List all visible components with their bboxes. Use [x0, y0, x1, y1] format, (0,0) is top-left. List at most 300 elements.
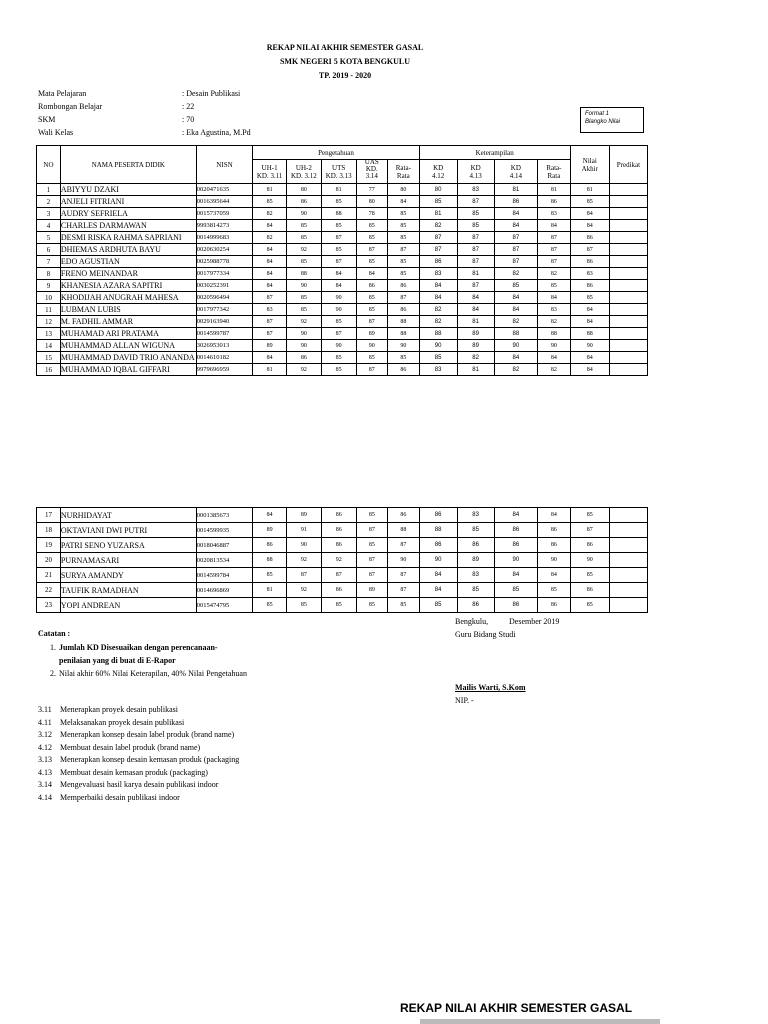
pengetahuan-score: 85 — [388, 268, 420, 280]
final-score: 85 — [570, 598, 609, 613]
col-no-header: NO — [37, 146, 61, 184]
predikat — [609, 364, 647, 376]
keterampilan-score: 89 — [457, 340, 494, 352]
keterampilan-score: 84 — [419, 583, 457, 598]
kd412-header — [419, 160, 457, 184]
table-row — [37, 364, 648, 376]
table-row — [37, 304, 648, 316]
pengetahuan-score: 86 — [356, 280, 388, 292]
table-row — [37, 598, 648, 613]
pengetahuan-score: 80 — [356, 196, 388, 208]
keterampilan-score: 83 — [419, 364, 457, 376]
note-number: 1. — [50, 643, 56, 652]
header-line: Rata- — [546, 163, 562, 172]
row-number: 13 — [37, 328, 61, 340]
predikat — [609, 553, 647, 568]
student-nisn: 0020596494 — [196, 292, 253, 304]
predikat — [609, 292, 647, 304]
keterampilan-score: 87 — [494, 256, 537, 268]
predikat — [609, 220, 647, 232]
table-row — [37, 340, 648, 352]
final-score: 84 — [570, 364, 609, 376]
pengetahuan-score: 92 — [287, 553, 322, 568]
keterampilan-score: 86 — [419, 508, 457, 523]
kd-description: Membuat desain kemasan produk (packaging) — [60, 767, 208, 777]
pengetahuan-score: 90 — [286, 208, 321, 220]
final-score: 87 — [570, 244, 609, 256]
student-name: YOPI ANDREAN — [60, 598, 196, 613]
predikat — [609, 244, 647, 256]
pengetahuan-score: 87 — [388, 583, 420, 598]
school-year: TP. 2019 - 2020 — [318, 71, 372, 80]
uh2-header — [286, 160, 321, 184]
keterampilan-score: 84 — [457, 292, 494, 304]
keterampilan-score: 82 — [494, 268, 537, 280]
header-line: KD. 3.11 — [256, 171, 283, 180]
kd-code: 4.14 — [38, 792, 52, 802]
pengetahuan-score: 87 — [388, 244, 420, 256]
final-score: 86 — [570, 538, 609, 553]
student-name: NURHIDAYAT — [60, 508, 196, 523]
final-score: 84 — [570, 304, 609, 316]
pengetahuan-score: 85 — [321, 598, 356, 613]
keterampilan-score: 86 — [494, 196, 537, 208]
grades-table-continued — [36, 507, 648, 613]
student-nisn: 0018046887 — [196, 538, 253, 553]
pengetahuan-score: 90 — [321, 340, 356, 352]
keterampilan-score: 84 — [419, 292, 457, 304]
table-row — [37, 196, 648, 208]
pengetahuan-score: 85 — [356, 220, 388, 232]
keterampilan-score: 84 — [538, 508, 571, 523]
keterampilan-score: 81 — [419, 208, 457, 220]
pengetahuan-score: 89 — [287, 508, 322, 523]
pengetahuan-score: 87 — [253, 328, 287, 340]
pengetahuan-score: 84 — [356, 268, 388, 280]
pengetahuan-score: 85 — [356, 538, 388, 553]
pengetahuan-score: 87 — [321, 568, 356, 583]
keterampilan-score: 87 — [419, 244, 457, 256]
row-number: 11 — [37, 304, 61, 316]
k-avg-header — [538, 160, 571, 184]
student-nisn: 0020630254 — [196, 244, 253, 256]
pengetahuan-score: 84 — [253, 508, 287, 523]
final-score: 84 — [570, 352, 609, 364]
school-name: SMK NEGERI 5 KOTA BENGKULU — [279, 57, 411, 66]
pengetahuan-score: 82 — [253, 208, 287, 220]
pengetahuan-score: 85 — [253, 568, 287, 583]
keterampilan-score: 85 — [538, 583, 571, 598]
final-score: 86 — [570, 280, 609, 292]
student-name: TAUFIK RAMADHAN — [60, 583, 196, 598]
keterampilan-score: 86 — [494, 523, 537, 538]
keterampilan-score: 88 — [494, 328, 537, 340]
keterampilan-score: 87 — [457, 244, 494, 256]
row-number: 23 — [37, 598, 61, 613]
pengetahuan-score: 84 — [388, 196, 420, 208]
pengetahuan-score: 92 — [286, 364, 321, 376]
kd-description: Melaksanakan proyek desain publikasi — [60, 717, 185, 727]
next-page-subtitle-cutoff — [420, 1019, 660, 1024]
pengetahuan-score: 87 — [356, 316, 388, 328]
pengetahuan-score: 85 — [286, 304, 321, 316]
table-row — [37, 280, 648, 292]
next-page-title: REKAP NILAI AKHIR SEMESTER GASAL — [400, 1001, 633, 1015]
keterampilan-score: 86 — [419, 256, 457, 268]
row-number: 7 — [37, 256, 61, 268]
header-line: 4.14 — [509, 171, 522, 180]
final-score: 85 — [570, 568, 609, 583]
pengetahuan-score: 87 — [253, 316, 287, 328]
pengetahuan-score: 78 — [356, 208, 388, 220]
keterampilan-score: 90 — [494, 340, 537, 352]
keterampilan-score: 84 — [494, 304, 537, 316]
pengetahuan-score: 85 — [321, 352, 356, 364]
kd-code: 3.14 — [38, 780, 52, 789]
header-line: KD — [433, 163, 444, 172]
pengetahuan-score: 85 — [356, 508, 388, 523]
header-line: Rata — [396, 171, 410, 180]
pengetahuan-score: 85 — [356, 256, 388, 268]
row-number: 8 — [37, 268, 61, 280]
predikat — [609, 568, 647, 583]
predikat — [609, 280, 647, 292]
final-score: 85 — [570, 196, 609, 208]
keterampilan-score: 86 — [538, 538, 571, 553]
keterampilan-score: 84 — [419, 280, 457, 292]
student-name: MUHAMMAD ALLAN WIGUNA — [60, 340, 196, 352]
pengetahuan-score: 85 — [388, 352, 420, 364]
final-score: 85 — [570, 292, 609, 304]
final-score: 86 — [570, 256, 609, 268]
header-line: KD. 3.13 — [325, 171, 352, 180]
keterampilan-score: 82 — [494, 364, 537, 376]
final-score: 84 — [570, 316, 609, 328]
note-line: Jumlah KD Disesuaikan dengan perencanaan- — [59, 643, 218, 652]
pengetahuan-score: 81 — [321, 184, 356, 196]
keterampilan-score: 88 — [419, 523, 457, 538]
student-name: DHIEMAS ARDHUTA BAYU — [60, 244, 196, 256]
pengetahuan-score: 85 — [286, 256, 321, 268]
note-line: penilaian yang di buat di E-Rapor — [59, 656, 176, 665]
student-nisn: 0020813534 — [196, 553, 253, 568]
predikat — [609, 232, 647, 244]
keterampilan-score: 87 — [494, 232, 537, 244]
keterampilan-score: 84 — [494, 208, 537, 220]
pengetahuan-score: 85 — [287, 598, 322, 613]
kd-code: 3.11 — [38, 705, 52, 714]
table-row — [37, 244, 648, 256]
keterampilan-score: 85 — [538, 280, 571, 292]
pengetahuan-score: 87 — [321, 328, 356, 340]
keterampilan-score: 84 — [538, 292, 571, 304]
pengetahuan-score: 77 — [356, 184, 388, 196]
pengetahuan-score: 85 — [321, 220, 356, 232]
student-name: KHANESIA AZARA SAPITRI — [60, 280, 196, 292]
keterampilan-score: 90 — [494, 553, 537, 568]
row-number: 4 — [37, 220, 61, 232]
table-row — [37, 508, 648, 523]
meta-label: Wali Kelas — [38, 128, 74, 137]
signature-role: Guru Bidang Studi — [455, 630, 516, 639]
keterampilan-score: 83 — [419, 268, 457, 280]
pengetahuan-score: 85 — [321, 316, 356, 328]
uts-header — [321, 160, 356, 184]
row-number: 19 — [37, 538, 61, 553]
nilai-akhir-line: Nilai — [582, 156, 597, 165]
header-line: 4.12 — [432, 171, 445, 180]
header-line: 3.14 — [365, 172, 378, 180]
keterampilan-score: 81 — [457, 268, 494, 280]
pengetahuan-score: 83 — [253, 304, 287, 316]
pengetahuan-score: 86 — [321, 583, 356, 598]
pengetahuan-score: 89 — [253, 523, 287, 538]
student-nisn: 0025988778 — [196, 256, 253, 268]
pengetahuan-score: 90 — [286, 328, 321, 340]
keterampilan-score: 90 — [538, 340, 571, 352]
table-row — [37, 352, 648, 364]
header-line: UAS — [364, 159, 379, 166]
header-line: KD. 3.12 — [290, 171, 317, 180]
format-line: Blangko Nilai — [585, 119, 621, 125]
pengetahuan-score: 85 — [356, 352, 388, 364]
student-nisn: 0017977342 — [196, 304, 253, 316]
keterampilan-score: 81 — [457, 316, 494, 328]
pengetahuan-score: 87 — [321, 232, 356, 244]
pengetahuan-score: 86 — [388, 304, 420, 316]
predikat — [609, 184, 647, 196]
student-name: FRENO MEINANDAR — [60, 268, 196, 280]
note-line: Nilai akhir 60% Nilai Keterapilan, 40% Nilai Pengetahuan — [59, 669, 247, 678]
student-name: SURYA AMANDY — [60, 568, 196, 583]
keterampilan-score: 82 — [494, 316, 537, 328]
pengetahuan-score: 90 — [388, 340, 420, 352]
row-number: 6 — [37, 244, 61, 256]
uas-header — [356, 160, 388, 184]
pengetahuan-score: 87 — [356, 553, 388, 568]
pengetahuan-score: 85 — [253, 598, 287, 613]
keterampilan-score: 83 — [457, 568, 494, 583]
pengetahuan-score: 85 — [356, 232, 388, 244]
keterampilan-score: 86 — [494, 598, 537, 613]
keterampilan-score: 84 — [494, 292, 537, 304]
keterampilan-score: 86 — [538, 598, 571, 613]
row-number: 12 — [37, 316, 61, 328]
table-row — [37, 523, 648, 538]
keterampilan-score: 86 — [419, 538, 457, 553]
signature-place: Bengkulu, — [455, 617, 489, 626]
student-nisn: 0017977334 — [196, 268, 253, 280]
pengetahuan-score: 89 — [356, 583, 388, 598]
signature-name: Mailis Warti, S.Kom — [455, 683, 526, 692]
keterampilan-score: 90 — [419, 340, 457, 352]
pengetahuan-score: 85 — [321, 196, 356, 208]
pengetahuan-score: 87 — [356, 364, 388, 376]
pengetahuan-score: 86 — [253, 538, 287, 553]
predikat — [609, 583, 647, 598]
student-name: KHODIJAH ANUGRAH MAHESA — [60, 292, 196, 304]
pengetahuan-score: 85 — [253, 196, 287, 208]
student-nisn: 0001385673 — [196, 508, 253, 523]
pengetahuan-score: 87 — [388, 292, 420, 304]
student-nisn: 0014599787 — [196, 328, 253, 340]
keterampilan-score: 83 — [538, 208, 571, 220]
table-row — [37, 256, 648, 268]
final-score: 84 — [570, 208, 609, 220]
pengetahuan-score: 88 — [286, 268, 321, 280]
pengetahuan-score: 86 — [286, 352, 321, 364]
pengetahuan-score: 90 — [356, 340, 388, 352]
kd-description: Menerapkan konsep desain kemasan produk (packaging — [60, 755, 240, 764]
final-score: 87 — [570, 523, 609, 538]
student-nisn: 0029163940 — [196, 316, 253, 328]
final-score: 83 — [570, 268, 609, 280]
row-number: 18 — [37, 523, 61, 538]
pengetahuan-score: 87 — [287, 568, 322, 583]
header-line: KD — [470, 163, 481, 172]
pengetahuan-score: 85 — [356, 292, 388, 304]
student-nisn: 0020471635 — [196, 184, 253, 196]
final-score: 86 — [570, 232, 609, 244]
pengetahuan-score: 84 — [253, 352, 287, 364]
student-nisn: 0015737059 — [196, 208, 253, 220]
row-number: 16 — [37, 364, 61, 376]
final-score: 90 — [570, 553, 609, 568]
pengetahuan-score: 84 — [253, 280, 287, 292]
pengetahuan-score: 92 — [286, 244, 321, 256]
meta-value: : Desain Publikasi — [182, 89, 241, 98]
keterampilan-score: 85 — [494, 280, 537, 292]
predikat — [609, 598, 647, 613]
pengetahuan-score: 85 — [388, 232, 420, 244]
table-row — [37, 553, 648, 568]
pengetahuan-score: 84 — [321, 268, 356, 280]
pengetahuan-score: 84 — [321, 280, 356, 292]
table-row — [37, 232, 648, 244]
pengetahuan-score: 84 — [253, 256, 287, 268]
student-nisn: 0014599784 — [196, 568, 253, 583]
pengetahuan-score: 90 — [321, 304, 356, 316]
keterampilan-score: 88 — [538, 328, 571, 340]
predikat — [609, 316, 647, 328]
keterampilan-score: 82 — [538, 364, 571, 376]
keterampilan-header: Keterampilan — [419, 146, 570, 160]
pengetahuan-score: 89 — [356, 328, 388, 340]
row-number: 3 — [37, 208, 61, 220]
table-row — [37, 328, 648, 340]
keterampilan-score: 84 — [538, 220, 571, 232]
keterampilan-score: 87 — [538, 256, 571, 268]
predikat — [609, 352, 647, 364]
meta-label: Rombongan Belajar — [38, 102, 103, 111]
meta-label: SKM — [38, 115, 56, 124]
pengetahuan-score: 81 — [253, 364, 287, 376]
kd-code: 4.12 — [38, 742, 52, 752]
pengetahuan-score: 86 — [388, 280, 420, 292]
keterampilan-score: 89 — [457, 328, 494, 340]
pengetahuan-score: 85 — [388, 598, 420, 613]
keterampilan-score: 86 — [538, 523, 571, 538]
keterampilan-score: 88 — [419, 328, 457, 340]
keterampilan-score: 86 — [538, 196, 571, 208]
keterampilan-score: 85 — [457, 523, 494, 538]
nilai-akhir-line: Akhir — [581, 164, 598, 173]
student-nisn: 9993814273 — [196, 220, 253, 232]
pengetahuan-score: 87 — [253, 292, 287, 304]
student-name: OKTAVIANI DWI PUTRI — [60, 523, 196, 538]
pengetahuan-score: 88 — [388, 328, 420, 340]
keterampilan-score: 82 — [419, 220, 457, 232]
pengetahuan-score: 91 — [287, 523, 322, 538]
pengetahuan-score: 85 — [286, 292, 321, 304]
keterampilan-score: 87 — [538, 232, 571, 244]
keterampilan-score: 86 — [457, 598, 494, 613]
meta-value: : Eka Agustina, M.Pd — [182, 128, 251, 137]
pengetahuan-score: 87 — [321, 256, 356, 268]
keterampilan-score: 87 — [419, 232, 457, 244]
row-number: 5 — [37, 232, 61, 244]
student-nisn: 3026953013 — [196, 340, 253, 352]
row-number: 15 — [37, 352, 61, 364]
keterampilan-score: 90 — [419, 553, 457, 568]
keterampilan-score: 85 — [419, 352, 457, 364]
predikat — [609, 328, 647, 340]
keterampilan-score: 82 — [538, 316, 571, 328]
keterampilan-score: 80 — [419, 184, 457, 196]
table-row — [37, 184, 648, 196]
pengetahuan-score: 90 — [286, 280, 321, 292]
student-nisn: 0014696869 — [196, 583, 253, 598]
keterampilan-score: 81 — [494, 184, 537, 196]
keterampilan-score: 83 — [457, 508, 494, 523]
final-score: 86 — [570, 583, 609, 598]
keterampilan-score: 84 — [494, 220, 537, 232]
keterampilan-score: 87 — [457, 256, 494, 268]
pengetahuan-score: 86 — [321, 523, 356, 538]
predikat — [609, 208, 647, 220]
pengetahuan-score: 92 — [286, 316, 321, 328]
student-nisn: 0014610182 — [196, 352, 253, 364]
predikat — [609, 538, 647, 553]
table-row — [37, 292, 648, 304]
header-line: KD — [510, 163, 521, 172]
keterampilan-score: 85 — [419, 598, 457, 613]
kd-code: 3.13 — [38, 755, 52, 764]
pengetahuan-score: 85 — [321, 364, 356, 376]
p-avg-header — [388, 160, 420, 184]
pengetahuan-score: 82 — [253, 232, 287, 244]
kd-description: Menerapkan proyek desain publikasi — [60, 705, 178, 714]
header-line: Rata — [547, 171, 561, 180]
meta-value: : 22 — [182, 102, 195, 111]
student-name: PATRI SENO YUZARSA — [60, 538, 196, 553]
table-row — [37, 568, 648, 583]
student-name: AUDRY SEFRIELA — [60, 208, 196, 220]
row-number: 1 — [37, 184, 61, 196]
header-line: Rata- — [395, 163, 411, 172]
kd-description: Menerapkan konsep desain label produk (brand name) — [60, 730, 235, 739]
header-line: KD. — [365, 165, 378, 173]
keterampilan-score: 82 — [419, 316, 457, 328]
kd414-header — [494, 160, 537, 184]
kd-description: Membuat desain label produk (brand name) — [60, 742, 201, 752]
row-number: 22 — [37, 583, 61, 598]
pengetahuan-score: 87 — [388, 538, 420, 553]
header-line: UH-2 — [295, 163, 312, 172]
pengetahuan-score: 85 — [321, 244, 356, 256]
predikat — [609, 196, 647, 208]
row-number: 10 — [37, 292, 61, 304]
